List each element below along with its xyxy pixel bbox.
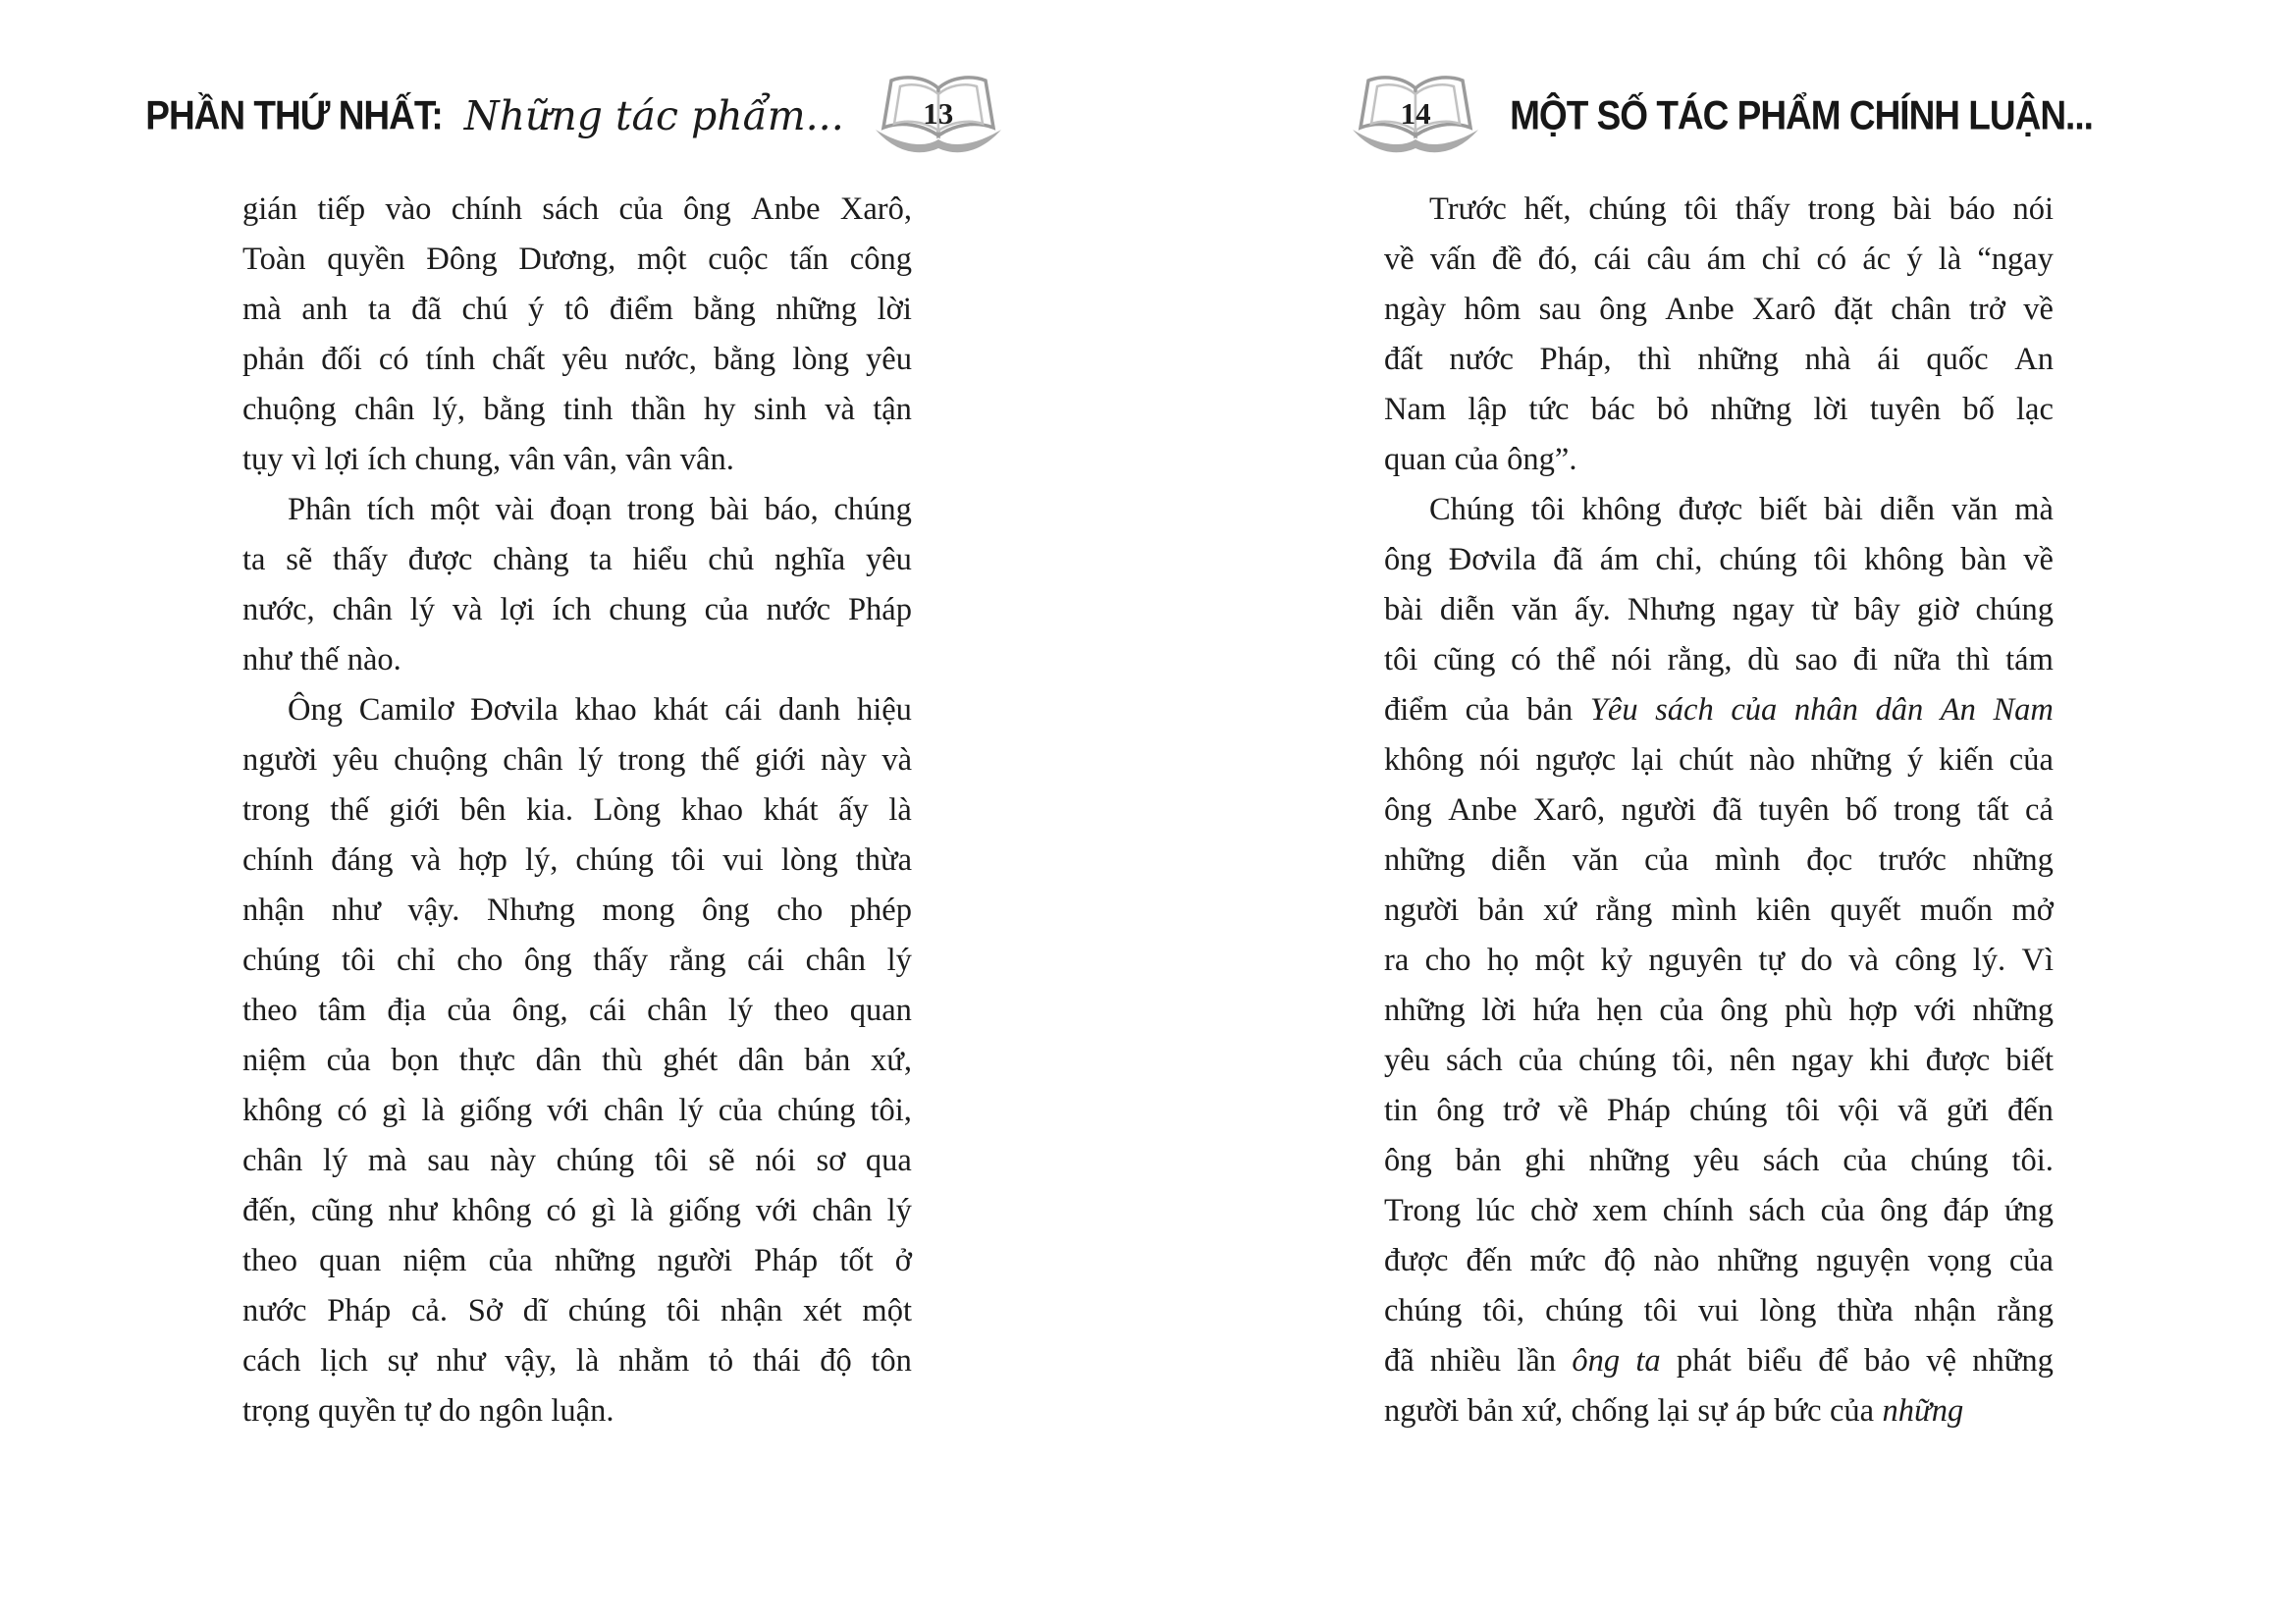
left-page-number: 13 xyxy=(923,96,954,131)
text-line: Phân tích một vài đoạn trong bài báo, chúng xyxy=(288,492,912,527)
text-line: đã nhiều lần ông ta phát biểu để bảo vệ những xyxy=(1384,1343,2054,1379)
text-line: quan của ông”. xyxy=(1384,442,1577,477)
text-line: điểm của bản Yêu sách của nhân dân An Nam xyxy=(1384,692,2054,728)
right-page-number: 14 xyxy=(1400,96,1431,131)
text-line: người bản xứ, chống lại sự áp bức của những xyxy=(1384,1393,1964,1429)
text-line: chuộng chân lý, bằng tinh thần hy sinh và tận xyxy=(242,392,912,427)
text-line: trọng quyền tự do ngôn luận. xyxy=(242,1393,614,1429)
text-line: về vấn đề đó, cái câu ám chỉ có ác ý là “ngay xyxy=(1384,242,2054,277)
text-line: theo tâm địa của ông, cái chân lý theo quan xyxy=(242,993,912,1028)
right-page-text-column xyxy=(1384,185,2054,1436)
text-line: như thế nào. xyxy=(242,642,401,677)
text-line: bài diễn văn ấy. Nhưng ngay từ bây giờ chúng xyxy=(1384,592,2054,627)
text-line: đất nước Pháp, thì những nhà ái quốc An xyxy=(1384,342,2054,377)
text-line: Toàn quyền Đông Dương, một cuộc tấn công xyxy=(242,242,912,277)
text-line: chúng tôi, chúng tôi vui lòng thừa nhận rằng xyxy=(1384,1293,2054,1328)
text-line: ta sẽ thấy được chàng ta hiểu chủ nghĩa yêu xyxy=(242,542,912,577)
text-line: niệm của bọn thực dân thù ghét dân bản xứ, xyxy=(242,1043,912,1078)
left-section-subtitle: Những tác phẩm... xyxy=(463,92,844,139)
open-book-icon xyxy=(1343,71,1488,161)
text-line: yêu sách của chúng tôi, nên ngay khi được biết xyxy=(1384,1043,2054,1078)
text-line: ông Đơvila đã ám chỉ, chúng tôi không bàn về xyxy=(1384,542,2054,577)
right-page-header xyxy=(1379,71,2093,161)
text-line: ngày hôm sau ông Anbe Xarô đặt chân trở về xyxy=(1384,292,2054,327)
text-line: tin ông trở về Pháp chúng tôi vội vã gửi đến xyxy=(1384,1093,2054,1128)
text-line: Nam lập tức bác bỏ những lời tuyên bố lạc xyxy=(1384,392,2054,427)
text-line: Trong lúc chờ xem chính sách của ông đáp ứng xyxy=(1384,1193,2054,1228)
text-line: chính đáng và hợp lý, chúng tôi vui lòng thừa xyxy=(242,842,912,878)
text-line: ông Anbe Xarô, người đã tuyên bố trong tất cả xyxy=(1384,792,2054,828)
text-line: Chúng tôi không được biết bài diễn văn mà xyxy=(1429,492,2054,527)
text-line: ra cho họ một kỷ nguyên tự do và công lý. Vì xyxy=(1384,943,2054,978)
text-line: tôi cũng có thể nói rằng, dù sao đi nữa thì tám xyxy=(1384,642,2054,677)
text-line: phản đối có tính chất yêu nước, bằng lòng yêu xyxy=(242,342,912,377)
text-line: ông bản ghi những yêu sách của chúng tôi. xyxy=(1384,1143,2054,1178)
text-line: người yêu chuộng chân lý trong thế giới này và xyxy=(242,742,912,778)
left-page-header xyxy=(145,71,954,161)
text-line: những lời hứa hẹn của ông phù hợp với những xyxy=(1384,993,2054,1028)
left-page-text-column xyxy=(242,185,912,1436)
right-page-title: MỘT SỐ TÁC PHẨM CHÍNH LUẬN... xyxy=(1510,92,2093,138)
text-line: không có gì là giống với chân lý của chúng tôi, xyxy=(242,1093,912,1128)
text-line: trong thế giới bên kia. Lòng khao khát ấy là xyxy=(242,792,912,828)
text-line: theo quan niệm của những người Pháp tốt ở xyxy=(242,1243,912,1278)
open-book-icon xyxy=(866,71,1011,161)
text-line: đến, cũng như không có gì là giống với chân lý xyxy=(242,1193,912,1228)
text-line: người bản xứ rằng mình kiên quyết muốn mở xyxy=(1384,893,2054,928)
text-line: không nói ngược lại chút nào những ý kiến của xyxy=(1384,742,2054,778)
text-line: những diễn văn của mình đọc trước những xyxy=(1384,842,2054,878)
text-line: nước, chân lý và lợi ích chung của nước Pháp xyxy=(242,592,912,627)
text-line: tụy vì lợi ích chung, vân vân, vân vân. xyxy=(242,442,734,477)
text-line: cách lịch sự như vậy, là nhằm tỏ thái độ tôn xyxy=(242,1343,912,1379)
text-line: chúng tôi chỉ cho ông thấy rằng cái chân lý xyxy=(242,943,912,978)
text-line: chân lý mà sau này chúng tôi sẽ nói sơ qua xyxy=(242,1143,912,1178)
text-line: nhận như vậy. Nhưng mong ông cho phép xyxy=(242,893,912,928)
text-line: mà anh ta đã chú ý tô điểm bằng những lời xyxy=(242,292,912,327)
text-line: được đến mức độ nào những nguyện vọng của xyxy=(1384,1243,2054,1278)
text-line: Trước hết, chúng tôi thấy trong bài báo nói xyxy=(1429,191,2054,227)
text-line: nước Pháp cả. Sở dĩ chúng tôi nhận xét một xyxy=(242,1293,912,1328)
text-line: gián tiếp vào chính sách của ông Anbe Xarô, xyxy=(242,191,912,227)
left-section-label: PHẦN THỨ NHẤT: xyxy=(145,92,443,138)
text-line: Ông Camilơ Đơvila khao khát cái danh hiệu xyxy=(288,692,912,728)
